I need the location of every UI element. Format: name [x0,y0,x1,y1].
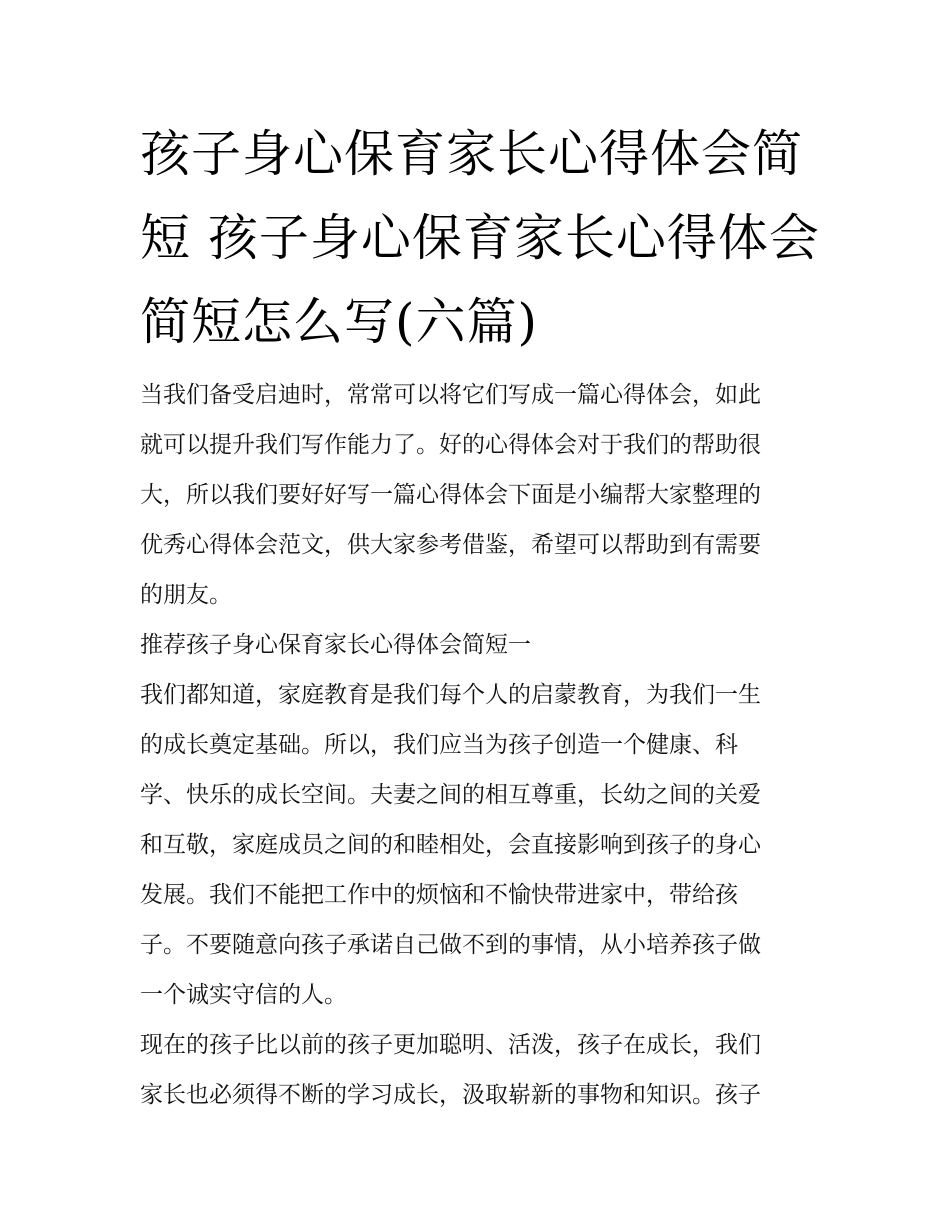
paragraph-line: 子。不要随意向孩子承诺自己做不到的事情，从小培养孩子做 [140,932,761,958]
intro-line: 的朋友。 [140,582,232,608]
title-line: 短 孩子身心保育家长心得体会 [140,209,820,267]
paragraph-line: 发展。我们不能把工作中的烦恼和不愉快带进家中，带给孩 [140,882,738,908]
intro-line: 大，所以我们要好好写一篇心得体会下面是小编帮大家整理的 [140,482,761,508]
body-paragraph-2 [140,1020,812,1120]
intro-line: 当我们备受启迪时，常常可以将它们写成一篇心得体会，如此 [140,382,761,408]
paragraph-line: 现在的孩子比以前的孩子更加聪明、活泼，孩子在成长，我们 [140,1032,761,1058]
body-paragraph-1 [140,670,812,1020]
document-page [140,112,820,1120]
intro-line: 优秀心得体会范文，供大家参考借鉴，希望可以帮助到有需要 [140,532,761,558]
paragraph-line: 家长也必须得不断的学习成长，汲取崭新的事物和知识。孩子 [140,1082,761,1108]
intro-line: 就可以提升我们写作能力了。好的心得体会对于我们的帮助很 [140,432,761,458]
section-heading: 推荐孩子身心保育家长心得体会简短一 [140,632,531,658]
intro-paragraph [140,370,812,620]
paragraph-line: 和互敬，家庭成员之间的和睦相处，会直接影响到孩子的身心 [140,832,761,858]
document-title [140,112,820,364]
paragraph-line: 我们都知道，家庭教育是我们每个人的启蒙教育，为我们一生 [140,682,761,708]
paragraph-line: 的成长奠定基础。所以，我们应当为孩子创造一个健康、科 [140,732,738,758]
paragraph-line: 一个诚实守信的人。 [140,982,347,1008]
title-line: 孩子身心保育家长心得体会简 [140,125,803,183]
title-line: 简短怎么写(六篇) [140,293,539,351]
paragraph-line: 学、快乐的成长空间。夫妻之间的相互尊重，长幼之间的关爱 [140,782,761,808]
